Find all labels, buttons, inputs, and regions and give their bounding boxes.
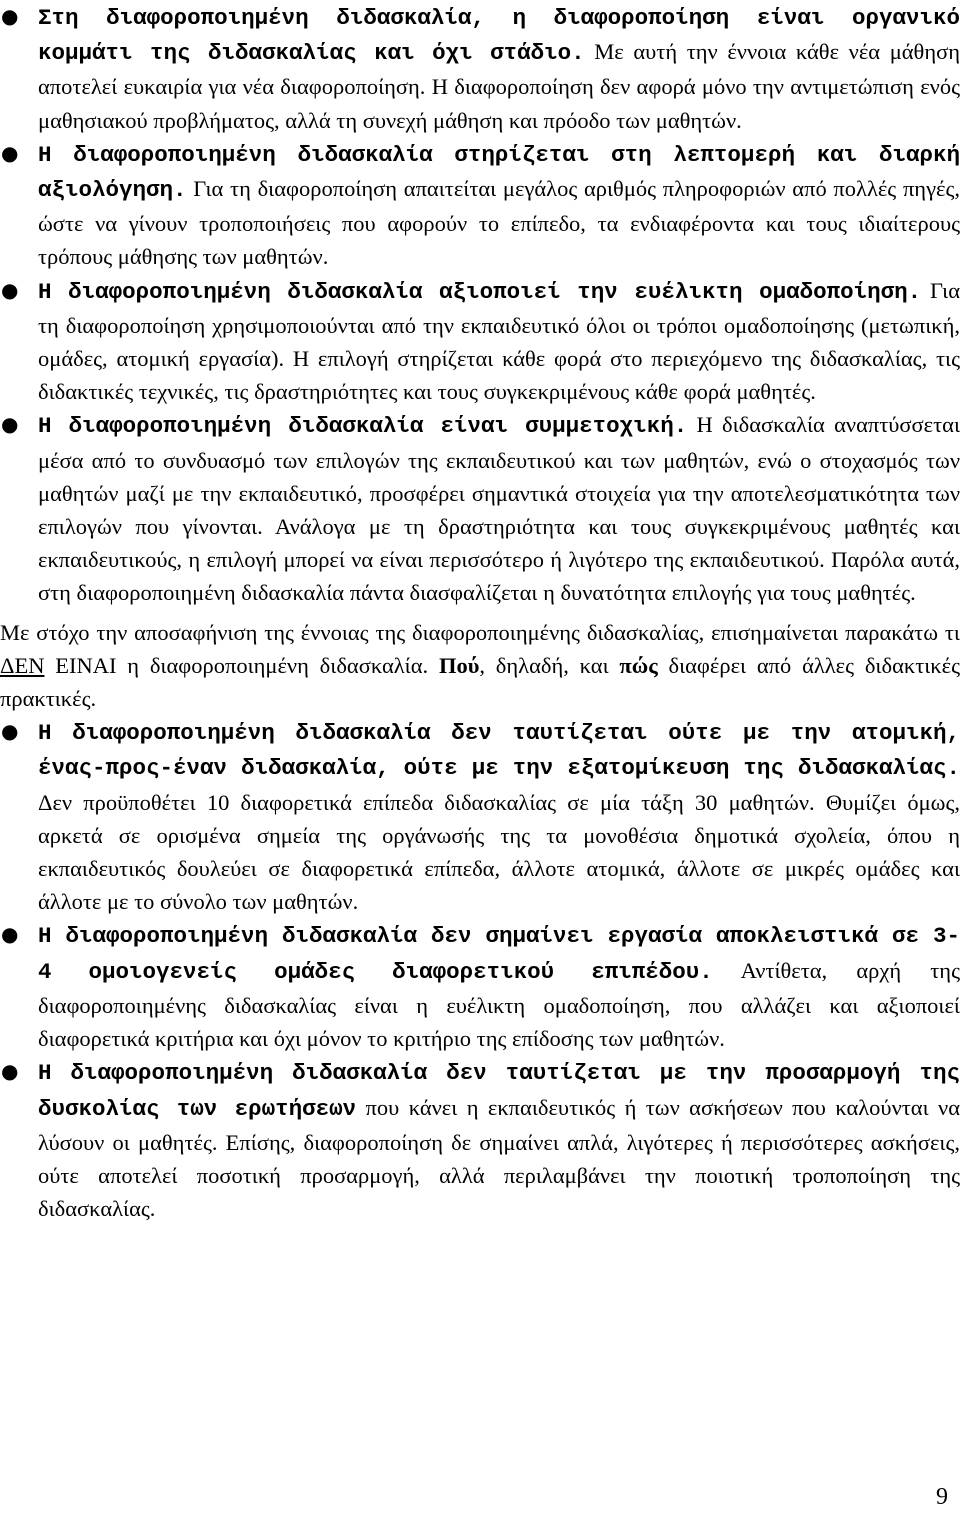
bullet-body: Αντίθετα, αρχή της διαφοροποιημένης διδασκαλίας είναι η ευέλικτη ομαδοποίηση, που αλλάζει και αξιοποιεί διαφορετικά κριτήρια και όχι μόνον το κριτήριο της επίδοσης των μαθητών. bbox=[38, 957, 960, 1052]
bullet-item-participatory bbox=[0, 408, 960, 609]
bullet-body: Η διδασκαλία αναπτύσσεται μέσα από το συνδυασμό των επιλογών της εκπαιδευτικού και των μαθητών, ενώ ο στοχασμός των μαθητών μαζί με την εκπαιδευτικό, προσφέρει σημαντικά στοιχεία για την αποτελεσματικότητα των επιλογών που γίνονται. Ανάλογα με τη δραστηριότητα και τους συγκεκριμένους μαθητές και εκπαιδευτικούς, η επιλογή μπορεί να είναι περισσότερο ή λιγότερο της εκπαιδευτικού. Παρόλα αυτά, στη διαφοροποιημένη διδασκαλία πάντα διασφαλίζεται η δυνατότητα επιλογής για τους μαθητές. bbox=[38, 412, 960, 606]
bullet-body: που κάνει η εκπαιδευτικός ή των ασκήσεων που καλούνται να λύσουν οι μαθητές. Επίσης, διαφοροποίηση δε σημαίνει απλά, λιγότερες ή περισσότερες ασκήσεις, ούτε αποτελεί ποσοτική προσαρμογή, αλλά περιλαμβάνει την ποιοτική τροποποίηση της διδασκαλίας. bbox=[38, 1094, 960, 1222]
bullet-dot-icon: ● bbox=[1, 4, 19, 28]
page-number: 9 bbox=[936, 1484, 948, 1510]
bullet-heading: Η διαφοροποιημένη διδασκαλία είναι συμμετοχική. bbox=[38, 413, 688, 440]
bullet-item-grouping bbox=[0, 274, 960, 409]
bullet-heading: Η διαφοροποιημένη διδασκαλία δεν ταυτίζεται με την προσαρμογή της δυσκολίας των ερωτήσεων bbox=[38, 1060, 960, 1122]
intro-paragraph: Με στόχο την αποσαφήνιση της έννοιας της διαφοροποιημένης διδασκαλίας, επισημαίνεται παρακάτω τι ΔΕΝ ΕΙΝΑΙ η διαφοροποιημένη διδασκαλία. Πού, δηλαδή, και πώς διαφέρει από άλλες διδακτικές πρακτικές. bbox=[0, 619, 960, 712]
bullet-dot-icon: ● bbox=[1, 1059, 19, 1084]
bullet-dot-icon: ● bbox=[1, 140, 19, 165]
bullet-dot-icon: ● bbox=[1, 719, 19, 744]
bullet-dot-icon: ● bbox=[1, 922, 19, 947]
bullet-heading: Στη διαφοροποιημένη διδασκαλία, η διαφοροποίηση είναι οργανικό κομμάτι της διδασκαλίας και όχι στάδιο. bbox=[38, 5, 960, 67]
bullet-item-organic bbox=[0, 0, 960, 137]
bullet-item-not-homogeneous bbox=[0, 918, 960, 1055]
bullet-item-assessment bbox=[0, 137, 960, 274]
bullet-heading: Η διαφοροποιημένη διδασκαλία αξιοποιεί την ευέλικτη ομαδοποίηση. bbox=[38, 278, 922, 305]
bullet-body: Για τη διαφοροποίηση χρησιμοποιούνται από την εκπαιδευτικό όλοι οι τρόποι ομαδοποίησης (μετωπική, ομάδες, ατομική εργασία). Η επιλογή στηρίζεται κάθε φορά στο περιεχόμενο της διδασκαλίας, τις διδακτικές τεχνικές, τις δραστηριότητες και τους συγκεκριμένους κάθε φορά μαθητές. bbox=[38, 277, 960, 405]
bullet-dot-icon: ● bbox=[1, 277, 19, 302]
bullet-item-not-difficulty bbox=[0, 1055, 960, 1225]
bullet-item-not-individual bbox=[0, 715, 960, 918]
bullet-body: Δεν προϋποθέτει 10 διαφορετικά επίπεδα διδασκαλίας σε μία τάξη 30 μαθητών. Θυμίζει όμως, αρκετά σε ορισμένα σημεία της οργάνωσής της τα μονοθέσια δημοτικά σχολεία, όπου η εκπαιδευτικός δουλεύει σε διαφορετικά επίπεδα, άλλοτε ατομικά, άλλοτε σε μικρές ομάδες και άλλοτε με το σύνολο των μαθητών. bbox=[38, 789, 960, 915]
bullet-heading: Η διαφοροποιημένη διδασκαλία δεν σημαίνει εργασία αποκλειστικά σε 3-4 ομοιογενείς ομάδες διαφορετικού επιπέδου. bbox=[38, 923, 960, 985]
bullet-body: Για τη διαφοροποίηση απαιτείται μεγάλος αριθμός πληροφοριών από πολλές πηγές, ώστε να γίνουν τροποποιήσεις που αφορούν το επίπεδο, τα ενδιαφέροντα και τους ιδιαίτερους τρόπους μάθησης των μαθητών. bbox=[38, 176, 960, 270]
bullet-heading: Η διαφοροποιημένη διδασκαλία στηρίζεται στη λεπτομερή και διαρκή αξιολόγηση. bbox=[38, 141, 960, 204]
bullet-body: Με αυτή την έννοια κάθε νέα μάθηση αποτελεί ευκαιρία για νέα διαφοροποίηση. Η διαφοροποίηση δεν αφορά μόνο την αντιμετώπιση ενός μαθησιακού προβλήματος, αλλά τη συνεχή μάθηση και πρόοδο των μαθητών. bbox=[38, 39, 960, 133]
bullet-heading: Η διαφοροποιημένη διδασκαλία δεν ταυτίζεται ούτε με την ατομική, ένας-προς-έναν διδασκαλία, ούτε με την εξατομίκευση της διδασκαλίας. bbox=[38, 720, 960, 782]
underlined-not: ΔΕΝ bbox=[0, 652, 45, 678]
bullet-dot-icon: ● bbox=[1, 412, 19, 437]
